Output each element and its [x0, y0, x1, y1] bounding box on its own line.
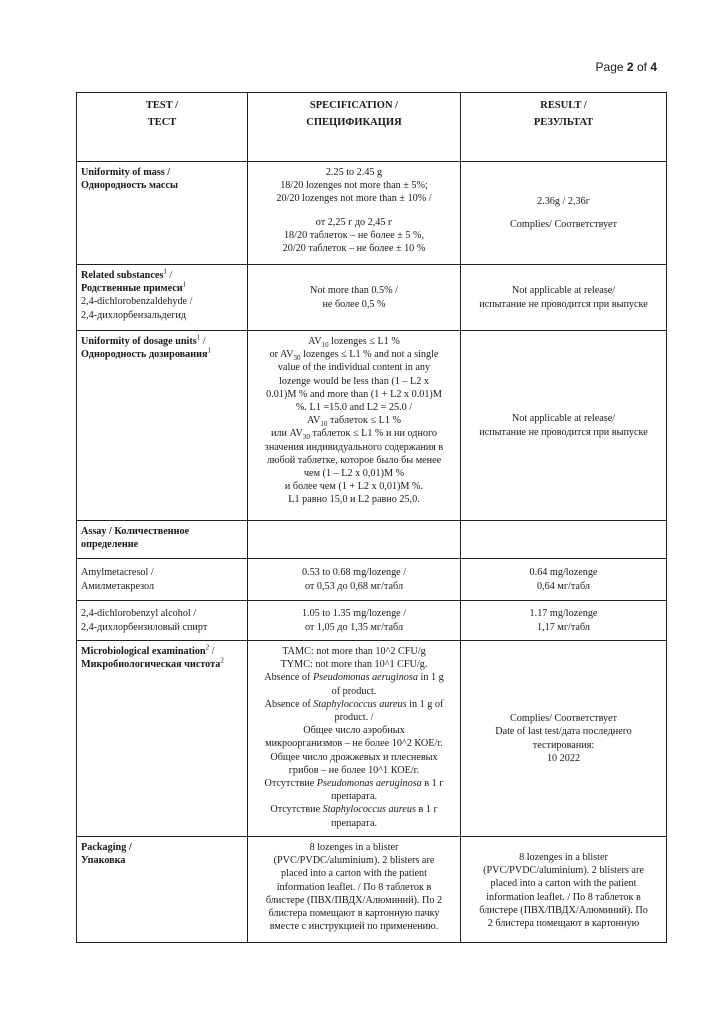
- page-number: Page 2 of 4: [595, 60, 657, 74]
- test-name-cell: Packaging / Упаковка: [77, 837, 248, 943]
- result-cell: 0.64 mg/lozenge 0,64 мг/табл: [461, 559, 667, 601]
- table-row-microbiological-examination: [77, 641, 667, 837]
- header-test: TEST / ТЕСТ: [77, 93, 248, 162]
- test-name-cell: 2,4-dichlorobenzyl alcohol / 2,4-дихлорбензиловый спирт: [77, 601, 248, 641]
- specification-cell: 1.05 to 1.35 mg/lozenge / от 1,05 до 1,35 мг/табл: [248, 601, 461, 641]
- test-name-cell: Amylmetacresol / Амилметакрезол: [77, 559, 248, 601]
- table-row-amylmetacresol: [77, 559, 667, 601]
- header-specification: SPECIFICATION / СПЕЦИФИКАЦИЯ: [248, 93, 461, 162]
- specification-cell: 0.53 to 0.68 mg/lozenge / от 0,53 до 0,68 мг/табл: [248, 559, 461, 601]
- table-header-row: [77, 93, 667, 162]
- result-cell: Not applicable at release/ испытание не проводится при выпуске: [461, 331, 667, 521]
- specification-cell: [248, 521, 461, 559]
- header-result: RESULT / РЕЗУЛЬТАТ: [461, 93, 667, 162]
- specification-cell: 2.25 to 2.45 g 18/20 lozenges not more than ± 5%; 20/20 lozenges not more than ± 10% / от 2,25 г до 2,45 г 18/20 таблеток – не более ± 5 %, 20/20 таблеток – не более ± 10 %: [248, 162, 461, 265]
- test-name-cell: Assay / Количественное определение: [77, 521, 248, 559]
- specification-cell: $AV_{10}$ lozenges ≤ L1 % or $AV_{30}$ lozenges ≤ L1 % and not a single value of the individual content in any lozenge would be less than (1 – L2 x 0.01)M % and more than (1 + L2 x 0.01)M %. L1 =15.0 and L2 = 25.0 / $AV_{10}$ таблеток ≤ L1 % или $AV_{30}$ таблеток ≤ L1 % и ни одного значения индивидуального содержания в любой таблетке, которое было бы менее чем (1 – L2 x 0,01)M % и более чем (1 + L2 x 0,01)M %. L1 равно 15,0 и L2 равно 25,0.: [248, 331, 461, 521]
- test-name-cell: Microbiological examination$^2$ / Микробиологическая чистота$^2$: [77, 641, 248, 837]
- table-row-packaging: [77, 837, 667, 943]
- result-cell: 8 lozenges in a blister (PVC/PVDC/aluminium). 2 blisters are placed into a carton with the patient information leaflet. / По 8 таблеток в блистере (ПВХ/ПВДХ/Алюминий). По 2 блистера помещают в картонную: [461, 837, 667, 943]
- specification-cell: Not more than 0.5% / не более 0,5 %: [248, 265, 461, 331]
- test-name-cell: Uniformity of dosage units$^1$ / Однородность дозирования$^1$: [77, 331, 248, 521]
- test-name-cell: Uniformity of mass / Однородность массы: [77, 162, 248, 265]
- table-row-dichlorobenzyl-alcohol: [77, 601, 667, 641]
- specification-table: [76, 92, 667, 943]
- result-cell: Complies/ Соответствует Date of last test/дата последнего тестирования: 10 2022: [461, 641, 667, 837]
- result-cell: [461, 521, 667, 559]
- result-cell: Not applicable at release/ испытание не проводится при выпуске: [461, 265, 667, 331]
- table-row-uniformity-of-mass: [77, 162, 667, 265]
- specification-cell: 8 lozenges in a blister (PVC/PVDC/aluminium). 2 blisters are placed into a carton with the patient information leaflet. / По 8 таблеток в блистере (ПВХ/ПВДХ/Алюминий). По 2 блистера помещают в картонную пачку вместе с инструкцией по применению.: [248, 837, 461, 943]
- test-name-cell: Related substances$^1$ / Родственные примеси$^1$ 2,4-dichlorobenzaldehyde / 2,4-дихлорбензальдегид: [77, 265, 248, 331]
- table-row-uniformity-of-dosage-units: [77, 331, 667, 521]
- table-row-related-substances: [77, 265, 667, 331]
- result-cell: 1.17 mg/lozenge 1,17 мг/табл: [461, 601, 667, 641]
- result-cell: 2.36g / 2,36г Complies/ Соответствует: [461, 162, 667, 265]
- table-row-assay: [77, 521, 667, 559]
- specification-cell: TAMC: not more than 10^2 CFU/g TYMC: not more than 10^1 CFU/g. Absence of Pseudomonas aeruginosa in 1 g of product. Absence of Staphylococcus aureus in 1 g of product. / Общее число аэробных микроорганизмов – не более 10^2 КОЕ/г. Общее число дрожжевых и плесневых грибов – не более 10^1 КОЕ/г. Отсутствие Pseudomonas aeruginosa в 1 г препарата. Отсутствие Staphylococcus aureus в 1 г препарата.: [248, 641, 461, 837]
